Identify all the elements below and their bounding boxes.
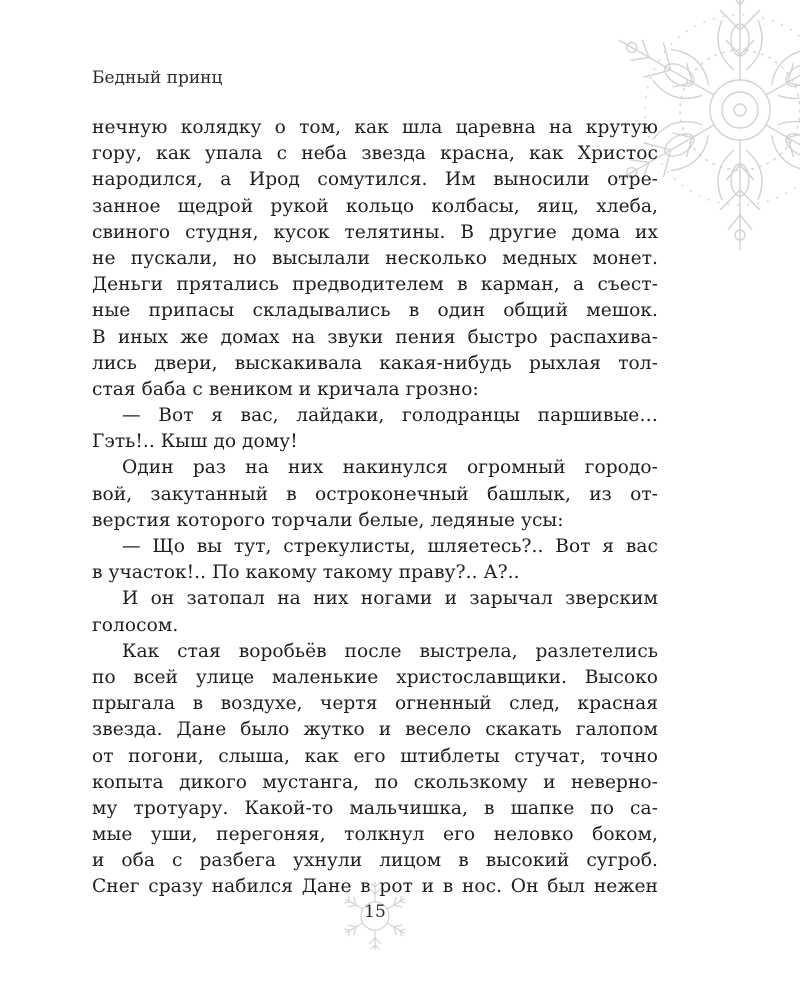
running-title: Бедный принц xyxy=(92,68,223,88)
text-line: копыта дикого мустанга, по скользкому и неверно- xyxy=(92,771,658,793)
text-line: народился, а Ирод сомутился. Им выносили отре- xyxy=(92,169,658,191)
dialogue-line: — Вот я вас, лайдаки, голодранцы паршивые… xyxy=(122,405,658,427)
text-line: му тротуару. Какой-то мальчишка, в шапке по са- xyxy=(92,797,658,819)
text-line: звезда. Дане было жутко и весело скакать галопом xyxy=(92,719,658,741)
text-line: верстия которого торчали белые, ледяные усы: xyxy=(92,509,564,531)
text-line: занное щедрой рукой кольцо колбасы, яиц, хлеба, xyxy=(92,195,658,217)
paragraph-start: И он затопал на них ногами и зарычал зверским xyxy=(122,588,658,610)
text-line: гору, как упала с неба звезда красна, как Христос xyxy=(92,143,658,165)
text-line: мые уши, перегоняя, толкнул его неловко боком, xyxy=(92,824,658,846)
dialogue-line: — Що вы тут, стрекулисты, шляетесь?.. Вот я вас xyxy=(122,536,658,557)
text-line: В иных же домах на звуки пения быстро распахива- xyxy=(92,326,658,348)
body-text xyxy=(92,115,658,901)
text-line: Деньги прятались предводителем в карман, а съест- xyxy=(92,274,658,296)
page-number: 15 xyxy=(364,902,386,922)
text-line: Снег сразу набился Дане в рот и в нос. Он был нежен xyxy=(92,876,658,898)
text-line: в участок!.. По какому такому праву?.. А?.. xyxy=(92,562,520,584)
text-line: стая баба с веником и кричала грозно: xyxy=(92,378,479,400)
text-line: Гэть!.. Кыш до дому! xyxy=(92,431,298,453)
text-line: по всей улице маленькие христославщики. Высоко xyxy=(92,666,658,688)
paragraph-start: Как стая воробьёв после выстрела, разлетелись xyxy=(122,640,658,662)
text-line: лись двери, выскакивала какая-нибудь рыхлая тол- xyxy=(92,352,658,374)
text-line: свиного студня, кусок телятины. В другие дома их xyxy=(92,221,658,243)
text-line: не пускали, но высылали несколько медных монет. xyxy=(92,247,658,269)
paragraph-start: Один раз на них накинулся огромный городо- xyxy=(122,457,658,479)
text-line: вой, закутанный в остроконечный башлык, из от- xyxy=(92,483,658,505)
text-line: ные припасы складывались в один общий мешок. xyxy=(92,300,658,322)
text-line: от погони, слыша, как его штиблеты стучат, точно xyxy=(92,745,658,767)
text-line: и оба с разбега ухнули лицом в высокий сугроб. xyxy=(92,850,658,872)
text-line: прыгала в воздухе, чертя огненный след, красная xyxy=(92,693,658,715)
text-line: нечную колядку о том, как шла царевна на крутую xyxy=(92,117,658,138)
text-line: голосом. xyxy=(92,614,179,636)
